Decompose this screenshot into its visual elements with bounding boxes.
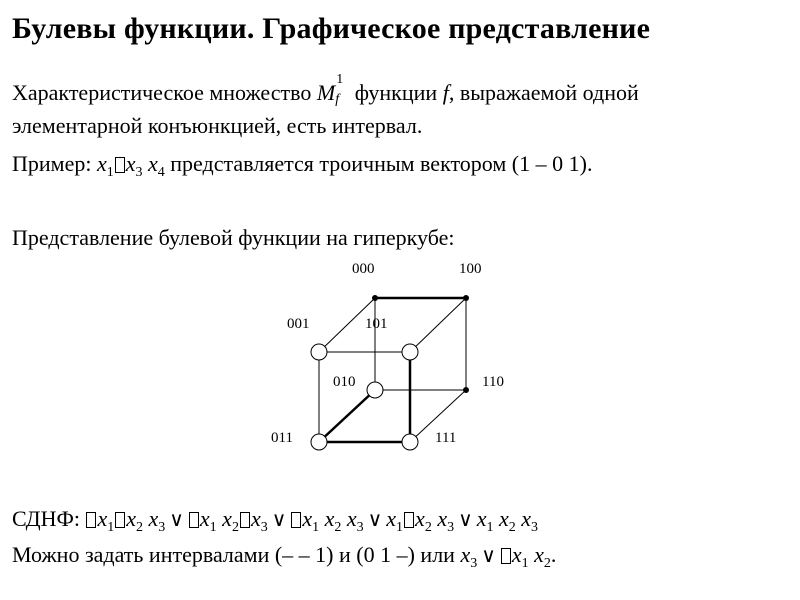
vertex-101-circle xyxy=(402,344,418,360)
sdnf-line: СДНФ: $x_1$ $x_2$ $x_3$ ∨ $x_1$ $x_2$ $x_3$ ∨ $x_1$ $x_2$ $x_3$ ∨ $x_1$ $x_2$ $x_3$ ∨ $x_1$ $x_2$ $x_3$ xyxy=(12,506,539,535)
vertex-110-dot xyxy=(463,387,469,393)
label-101: 101 xyxy=(365,316,388,332)
or-symbol: ∨ xyxy=(367,507,383,531)
para1-line2: элементарной конъюнкцией, есть интервал. xyxy=(12,113,423,138)
vertex-111-circle xyxy=(402,434,418,450)
label-000: 000 xyxy=(352,261,375,277)
vertex-011-circle xyxy=(311,434,327,450)
label-110: 110 xyxy=(482,374,504,390)
slide-title: Булевы функции. Графическое представление xyxy=(12,12,651,45)
not-symbol-box xyxy=(115,512,125,528)
not-symbol-box xyxy=(189,512,199,528)
or-symbol: ∨ xyxy=(458,507,473,531)
not-symbol-box xyxy=(291,512,301,528)
hypercube-intro: Представление булевой функции на гиперкубе: xyxy=(12,225,455,250)
or-symbol: ∨ xyxy=(481,543,496,567)
or-symbol: ∨ xyxy=(169,507,184,531)
m-subsup: 1 f xyxy=(335,72,344,107)
vertex-001-circle xyxy=(311,344,327,360)
example-line: Пример: $x_1$ $x_3$ $x_4$ представляется троичным вектором (1 – 0 1). xyxy=(12,151,593,180)
not-symbol-box xyxy=(240,512,250,528)
not-symbol-box xyxy=(404,512,414,528)
intervals-line: Можно задать интервалами (– – 1) и (0 1 –) или $x_3$ ∨ $x_1$ $x_2$. xyxy=(12,542,557,571)
vertex-100-dot xyxy=(463,295,469,301)
or-symbol: ∨ xyxy=(271,507,287,531)
not-symbol-box xyxy=(86,512,96,528)
label-010: 010 xyxy=(333,374,356,390)
para1-line1: Характеристическое множество M 1 f функции f, выражаемой одной xyxy=(12,72,639,107)
vertex-010-circle xyxy=(367,382,383,398)
label-111: 111 xyxy=(435,430,457,446)
not-symbol-box xyxy=(501,548,511,564)
edge-100-101 xyxy=(410,298,466,352)
label-001: 001 xyxy=(287,316,310,332)
label-011: 011 xyxy=(271,430,293,446)
edge-010-011 xyxy=(319,390,375,442)
vertex-000-dot xyxy=(372,295,378,301)
label-100: 100 xyxy=(459,261,482,277)
